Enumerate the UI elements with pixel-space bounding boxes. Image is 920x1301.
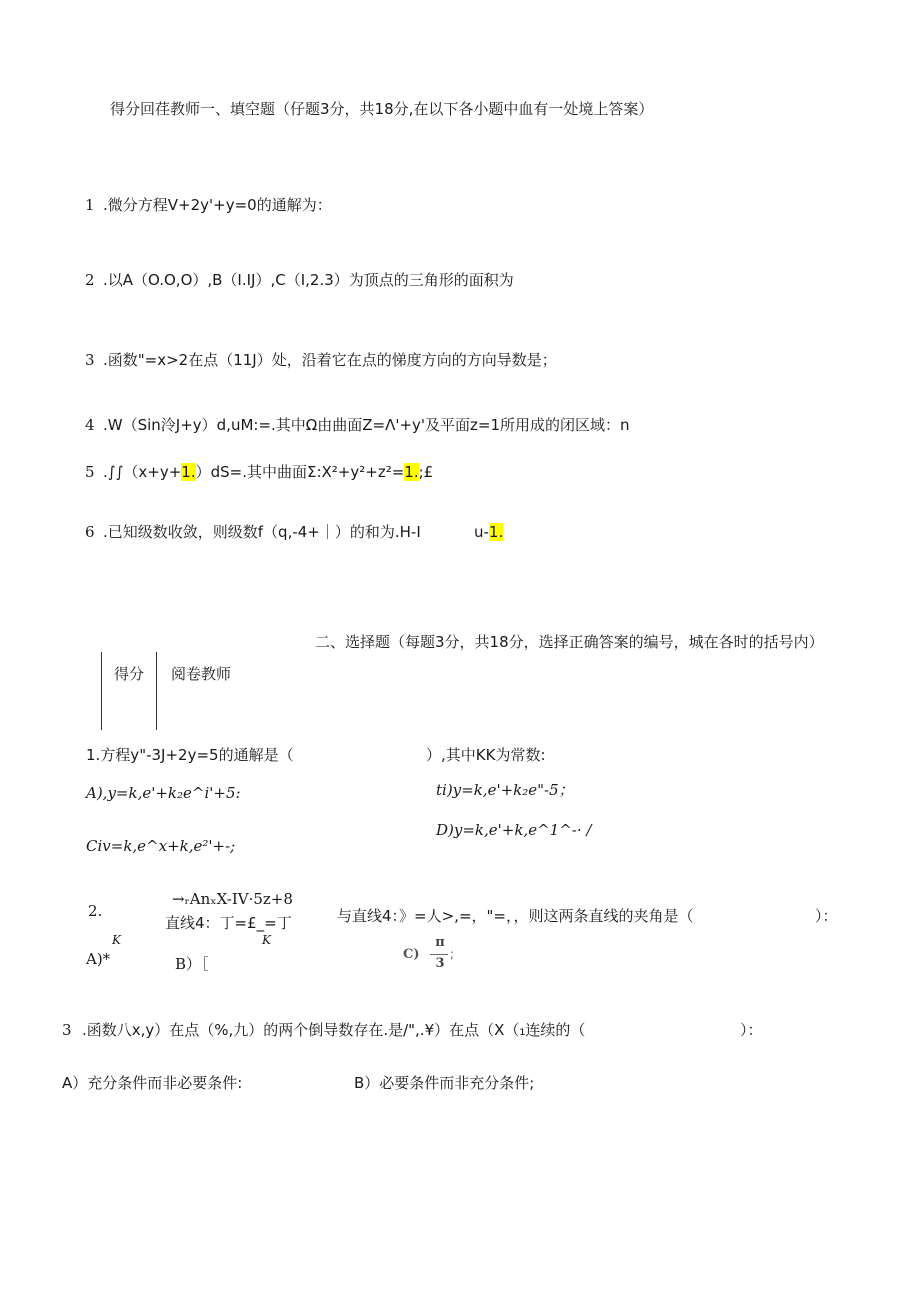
choice-q1-option-c: Civ=k,e^x+k,e²'+-; <box>86 837 236 855</box>
choice-q2-option-c-image <box>400 933 458 977</box>
choice-q2-close: ）： <box>815 907 838 925</box>
fill-q6-text: .已知级数收敛，则级数f（q,-4+｜）的和为.H-I <box>103 523 421 541</box>
fill-q6-answer <box>474 522 503 542</box>
fill-q5-part2: ）dS=.其中曲面Σ:X²+y²+z²= <box>195 463 405 481</box>
fill-q3-number: 3 <box>85 351 95 369</box>
fill-q3-text: .函数"=x>2在点（11J）处，沿着它在点的悌度方向的方向导数是； <box>103 351 557 369</box>
choice-q2-k1: K <box>112 933 121 947</box>
fill-q5-part3: ;£ <box>418 463 434 481</box>
fraction-bar <box>430 954 448 955</box>
choice-q2-number: 2. <box>88 902 103 920</box>
choice-q1-stem: 1.方程y"-3J+2y=5的通解是（ <box>86 746 294 764</box>
fill-q2-number: 2 <box>85 271 95 289</box>
choice-q3-stem: .函数八x,y）在点（%,九）的两个倒导数存在.是/",.¥）在点（X（₁连续的（ <box>82 1021 586 1039</box>
score-box-left-border <box>101 652 102 730</box>
fill-q5-number: 5 <box>85 463 95 481</box>
fill-q6-number: 6 <box>85 523 95 541</box>
pi-numerator: π <box>435 935 445 950</box>
choice-q1-stem-end: ）,其中KK为常数: <box>426 746 546 764</box>
section2-header: 二、选择题（每题3分，共18分，选择正确答案的编号，城在各时的括号内） <box>315 633 824 651</box>
choice-q2-option-b: B）［ <box>175 955 209 973</box>
choice-q1-option-a: A),y=k,e'+k₂e^i'+5: <box>86 784 241 802</box>
choice-q3-close: ）： <box>740 1021 763 1039</box>
fill-q5-highlight2: 1. <box>404 463 419 481</box>
choice-q2-line-top: →ᵣAnₓX-IV·5z+8 <box>172 890 293 908</box>
choice-q3-option-b: B）必要条件而非充分条件; <box>354 1074 535 1092</box>
score-label: 得分 <box>114 665 145 683</box>
fill-q6-part2: u- <box>474 523 489 541</box>
section1-header: 得分回荏教师一、填空题（仔题3分，共18分,在以下各小题中血有一处境上答案） <box>110 100 654 118</box>
choice-q1-option-d: D)y=k,e'+k,e^1^-· / <box>436 821 592 839</box>
choice-q2-option-c-letter: C) <box>403 947 420 962</box>
choice-q2-line-equation: 直线4：丁=£_=丁 <box>165 914 292 932</box>
fill-q4-text: .W（Sin泠J+y）d,uM:=.其中Ω由曲面Z=Λ'+y'及平面z=1所用成的闭区域：n <box>103 416 630 434</box>
fill-q1-number: 1 <box>85 196 95 214</box>
fill-q4-number: 4 <box>85 416 95 434</box>
choice-q2-stem: 与直线4：》=人>,=，"=，，则这两条直线的夹角是（ <box>337 907 694 925</box>
fill-q5-part1: .∫∫（x+y+ <box>103 463 182 481</box>
choice-q2-k2: K <box>262 933 271 947</box>
choice-q1-option-b: ti)y=k,e'+k₂e"-5； <box>436 781 574 799</box>
fill-q6-highlight: 1. <box>488 523 504 541</box>
fill-q1-text: .微分方程V+2y'+y=0的通解为： <box>103 196 332 214</box>
choice-q2-option-a: A)* <box>86 950 111 968</box>
grader-label: 阅卷教师 <box>171 665 232 683</box>
score-box-divider <box>156 652 157 730</box>
fill-q5-highlight1: 1. <box>181 463 196 481</box>
fill-q2-text: .以A（O.O,O）,B（I.IJ）,C（I,2.3）为顶点的三角形的面积为 <box>103 271 514 289</box>
option-c-semicolon: ; <box>450 947 455 961</box>
fill-q5-text <box>103 462 433 482</box>
choice-q3-option-a: A）充分条件而非必要条件: <box>62 1074 243 1092</box>
pi-denominator: 3 <box>435 956 445 971</box>
choice-q3-number: 3 <box>62 1021 72 1039</box>
